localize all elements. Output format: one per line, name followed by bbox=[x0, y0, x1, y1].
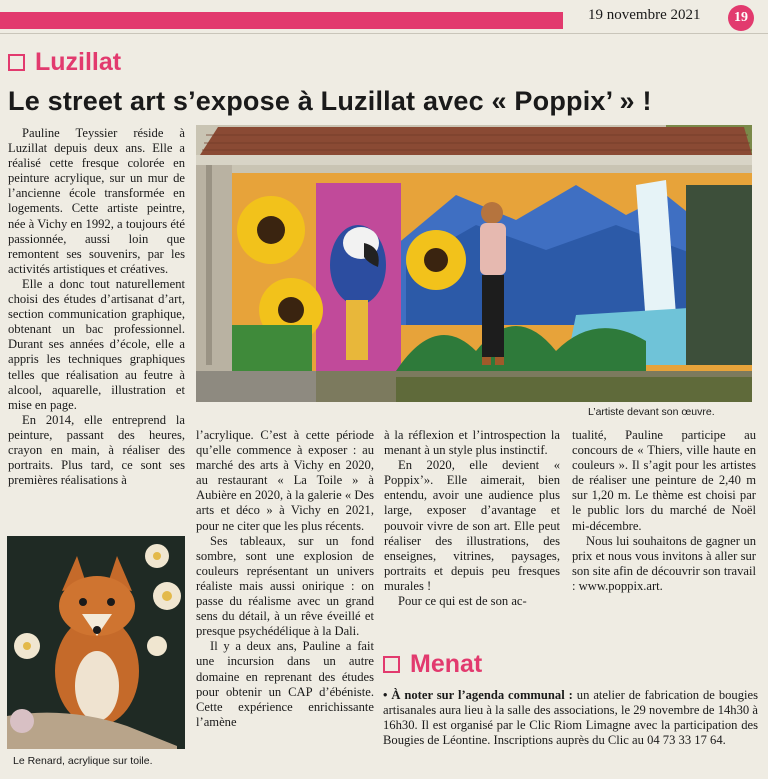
paragraph: tualité, Pauline participe au concours de « Thiers, ville haute en couleurs ». Il s’agit pour les artistes de réaliser une peinture de 2,40 m sur 1,20 m. Le thème est choisi par le public lors du marché de Noël mi-décembre. bbox=[572, 428, 756, 533]
issue-date: 19 novembre 2021 bbox=[588, 7, 701, 23]
paragraph: En 2020, elle devient « Poppix’». Elle aimerait, bien entendu, avoir une audience plus large, exposer d’avantage et pouvoir vivre de son art. Elle peut réaliser des illustrations, des enseignes, vitrines, paysages, portraits et depuis peu fresques murales ! bbox=[384, 458, 560, 593]
square-bullet-icon bbox=[383, 656, 400, 673]
paragraph: En 2014, elle entreprend la peinture, passant des heures, crayon en main, à réaliser des portraits. Plus tard, ce sont ses premières réalisations à bbox=[8, 412, 185, 488]
section-title-luzillat bbox=[8, 48, 121, 77]
paragraph: Pour ce qui est de son ac- bbox=[398, 594, 527, 609]
paragraph: l’acrylique. C’est à cette période qu’elle commence à exposer : au marché des arts à Vichy en 2020, au restaurant « La Toile » à Aubière en 2020, à la galerie « Des arts et déco » à Vichy en 2021, pour ne citer que les plus récents. bbox=[196, 428, 374, 533]
agenda-note bbox=[383, 688, 758, 748]
paragraph: Elle a donc tout naturellement choisi des études d’artisanat d’art, section communication graphique, obtenant un bac professionnel. Durant ses années d’école, elle a appris les techniques graphiques telles que réalisation au feutre à alcool, aquarelle, illustration et mise en page. bbox=[8, 276, 185, 412]
paragraph: Ses tableaux, sur un fond sombre, sont une explosion de couleurs représentant un univers réaliste mais aussi onirique : on passe du réalisme avec un grand sens du détail, à un rêve éveillé et presque psychédélique à la Dali. bbox=[196, 533, 374, 639]
article-column-1 bbox=[8, 126, 185, 488]
article-column-4 bbox=[572, 428, 756, 594]
paragraph: à la réflexion et l’introspection la menant à un style plus instinctif. bbox=[384, 428, 560, 458]
fox-caption: Le Renard, acrylique sur toile. bbox=[13, 755, 153, 767]
article-headline: Le street art s’expose à Luzillat avec « Poppix’ » ! bbox=[8, 86, 652, 116]
fox-painting-photo bbox=[7, 536, 185, 749]
paragraph: Nous lui souhaitons de gagner un prix et nous vous invitons à aller sur son site afin de découvrir son travail : www.poppix.art. bbox=[572, 533, 756, 593]
article-column-2 bbox=[196, 428, 374, 730]
paragraph: Pauline Teyssier réside à Luzillat depuis deux ans. Elle a réalisé cette fresque colorée en peinture acrylique, sur un mur de l’ancienne école transformée en logements. Cette artiste peintre, née à Vichy en 1992, a toujours été passionnée, aussi loin que remontent ses souvenirs, par les activités artistiques et créatives. bbox=[8, 126, 185, 276]
header-rule bbox=[0, 33, 768, 34]
agenda-note-text: un atelier de fabrication de bougies artisanales aura lieu à la salle des associations, le 29 novembre de 14h30 à 16h30. Il est organisé par le Clic Riom Limagne avec la participation des Bougies de Léontine. Inscriptions auprès du Clic au 04 73 33 17 64. bbox=[383, 688, 758, 747]
mural-caption: L’artiste devant son œuvre. bbox=[588, 406, 715, 418]
section-title-menat bbox=[383, 650, 482, 679]
header-color-bar bbox=[0, 12, 563, 29]
section-title-text: Luzillat bbox=[35, 48, 122, 76]
article-column-3 bbox=[384, 428, 560, 609]
mural-photo bbox=[196, 125, 752, 402]
paragraph: Il y a deux ans, Pauline a fait une incursion dans un autre domaine en reprenant des études pour obtenir un CAP d’ébéniste. Cette expérience enrichissante l’amène bbox=[196, 639, 374, 729]
square-bullet-icon bbox=[8, 54, 25, 71]
section-title-text: Menat bbox=[410, 650, 483, 678]
page-number-badge: 19 bbox=[728, 5, 754, 31]
agenda-note-lead: • À noter sur l’agenda communal : bbox=[383, 688, 573, 702]
